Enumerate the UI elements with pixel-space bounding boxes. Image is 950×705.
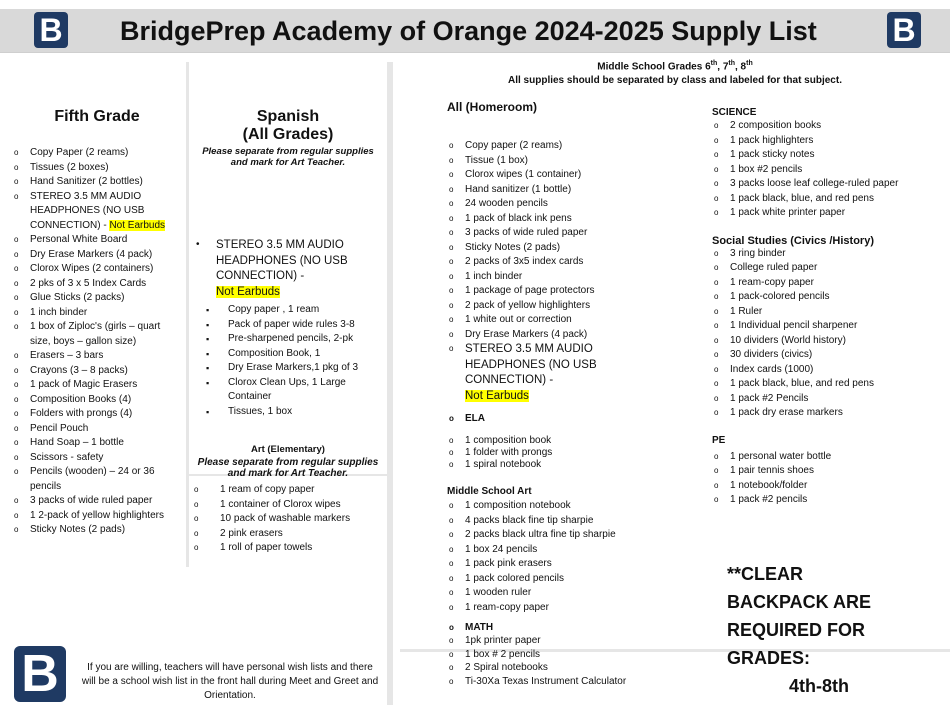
list-item: o 1 pack #2 Pencils: [712, 392, 912, 407]
list-item: o Copy Paper (2 reams): [12, 146, 182, 161]
column-divider: [186, 62, 189, 567]
list-item: o 3 packs of wide ruled paper: [447, 226, 702, 241]
list-item: o 1 ream-copy paper: [447, 601, 702, 616]
list-item: ▪ Composition Book, 1: [202, 347, 384, 362]
list-item: o 1 package of page protectors: [447, 284, 702, 299]
list-item: o 1 box 24 pencils: [447, 543, 702, 558]
list-item: o 3 packs loose leaf college-ruled paper: [712, 177, 912, 192]
list-item: o 4 packs black fine tip sharpie: [447, 514, 702, 529]
list-item: o 2 packs of 3x5 index cards: [447, 255, 702, 270]
list-item: o 1 pack #2 pencils: [712, 493, 912, 508]
science-list: [712, 119, 912, 221]
list-item: o 1 ream of copy paper: [192, 483, 384, 498]
ms-art-list: [447, 499, 702, 615]
list-item: ▪ Dry Erase Markers,1 pkg of 3: [202, 361, 384, 376]
middle-school-heading: Middle School Grades 6th, 7th, 8th: [597, 60, 753, 73]
list-item: ▪ Pack of paper wide rules 3-8: [202, 318, 384, 333]
list-item: o Tissues (2 boxes): [12, 161, 182, 176]
list-item: o 1 pack highlighters: [712, 134, 912, 149]
list-item: o Copy paper (2 reams): [447, 139, 702, 154]
list-item: o Sticky Notes (2 pads): [12, 523, 182, 538]
list-item: o 1 2-pack of yellow highlighters: [12, 509, 182, 524]
school-logo-icon: B: [887, 12, 921, 48]
list-item: o 10 dividers (World history): [712, 334, 912, 349]
list-item: o Erasers – 3 bars: [12, 349, 182, 364]
art-elementary-list: [192, 483, 384, 556]
list-item: o 1 personal water bottle: [712, 450, 912, 465]
list-item: o 1 container of Clorox wipes: [192, 498, 384, 513]
list-item: o 1 box #2 pencils: [712, 163, 912, 178]
art-elementary-title: Art (Elementary): [251, 444, 325, 455]
list-item: o 1 Individual pencil sharpener: [712, 319, 912, 334]
list-item: o STEREO 3.5 MM AUDIO HEADPHONES (NO USB CONNECTION) - Not Earbuds: [12, 190, 182, 234]
highlight-note: Not Earbuds: [465, 389, 529, 402]
list-item: o 2 pks of 3 x 5 Index Cards: [12, 277, 182, 292]
list-item: o 2 Spiral notebooks: [447, 661, 702, 675]
math-title: o MATH: [447, 621, 702, 634]
fifth-grade-title: Fifth Grade: [54, 108, 140, 125]
list-item: o 1 pack of black ink pens: [447, 212, 702, 227]
ms-art-section: [447, 486, 702, 688]
list-item: o 1 white out or correction: [447, 313, 702, 328]
list-item: o 1 spiral notebook: [447, 459, 702, 471]
list-item: ▪ Copy paper , 1 ream: [202, 303, 384, 318]
list-item: o 2 pink erasers: [192, 527, 384, 542]
fifth-grade-list: [12, 146, 182, 538]
list-item: o 1 pair tennis shoes: [712, 464, 912, 479]
list-item: o Pencils (wooden) – 24 or 36 pencils: [12, 465, 182, 494]
ela-title-row: [447, 412, 702, 427]
list-item: o 1 folder with prongs: [447, 447, 702, 459]
math-list: [447, 634, 702, 688]
list-item: o Folders with prongs (4): [12, 407, 182, 422]
list-item: o 1 ream-copy paper: [712, 276, 912, 291]
list-item: o 1 wooden ruler: [447, 586, 702, 601]
list-item: o Hand sanitizer (1 bottle): [447, 183, 702, 198]
ela-list: [447, 435, 702, 471]
homeroom-section: [447, 100, 702, 471]
highlight-note: Not Earbuds: [109, 219, 166, 231]
list-item: o 1 roll of paper towels: [192, 541, 384, 556]
spanish-list: [192, 303, 384, 419]
pe-title: PE: [712, 434, 726, 446]
fifth-grade-section: [12, 62, 182, 538]
school-logo-icon: B: [34, 12, 68, 48]
list-item: o 2 packs black ultra fine tip sharpie: [447, 528, 702, 543]
clear-backpack-notice: **CLEAR BACKPACK ARE REQUIRED FOR GRADES: 4th-8th: [727, 564, 871, 696]
list-item: o Clorox Wipes (2 containers): [12, 262, 182, 277]
list-item: o 2 pack of yellow highlighters: [447, 299, 702, 314]
right-column: [712, 107, 912, 508]
list-item: o 1 Ruler: [712, 305, 912, 320]
list-item: ▪ Pre-sharpened pencils, 2-pk: [202, 332, 384, 347]
list-item: o 1 box # 2 pencils: [447, 648, 702, 662]
spanish-subtitle: (All Grades): [242, 126, 334, 143]
list-item: o 1 pack sticky notes: [712, 148, 912, 163]
list-item: • STEREO 3.5 MM AUDIO HEADPHONES (NO USB CONNECTION) - Not Earbuds: [192, 238, 384, 300]
spanish-section: [192, 62, 384, 419]
list-item: o 1 pack black, blue, and red pens: [712, 377, 912, 392]
list-item: o Dry Erase Markers (4 pack): [12, 248, 182, 263]
list-item: ▪ Tissues, 1 box: [202, 405, 384, 420]
pe-list: [712, 450, 912, 508]
list-item: o Index cards (1000): [712, 363, 912, 378]
list-item: o Glue Sticks (2 packs): [12, 291, 182, 306]
list-item: o 1 pack pink erasers: [447, 557, 702, 572]
list-item: o Clorox wipes (1 container): [447, 168, 702, 183]
list-item: o 1 notebook/folder: [712, 479, 912, 494]
list-item: o 1 inch binder: [447, 270, 702, 285]
art-elementary-note: Please separate from regular supplies and mark for Art Teacher.: [197, 457, 379, 479]
social-studies-title: Social Studies (Civics /History): [712, 234, 874, 247]
list-item: o 2 composition books: [712, 119, 912, 134]
list-item: o Personal White Board: [12, 233, 182, 248]
list-item: o Composition Books (4): [12, 393, 182, 408]
social-studies-list: [712, 247, 912, 421]
list-item: ▪ Clorox Clean Ups, 1 Large Container: [202, 376, 384, 405]
math-title-row: [447, 621, 702, 634]
list-item: o Hand Soap – 1 bottle: [12, 436, 182, 451]
school-logo-icon: B: [14, 646, 66, 702]
ela-title: o ELA: [447, 412, 702, 427]
list-item: o 1 inch binder: [12, 306, 182, 321]
list-item: o 1 pack of Magic Erasers: [12, 378, 182, 393]
list-item: o 10 pack of washable markers: [192, 512, 384, 527]
list-item: o 1 pack black, blue, and red pens: [712, 192, 912, 207]
list-item: o Sticky Notes (2 pads): [447, 241, 702, 256]
list-item: o Tissue (1 box): [447, 154, 702, 169]
highlight-note: Not Earbuds: [216, 285, 280, 298]
ms-art-title: Middle School Art: [447, 486, 532, 497]
art-elementary-section: [192, 444, 384, 556]
middle-school-subheading: All supplies should be separated by class and labeled for that subject.: [508, 75, 842, 86]
list-item: o 1 composition book: [447, 435, 702, 447]
list-item: o 30 dividers (civics): [712, 348, 912, 363]
homeroom-title: All (Homeroom): [447, 100, 537, 114]
list-item: o 1 pack-colored pencils: [712, 290, 912, 305]
homeroom-list: [447, 139, 702, 404]
footer-wish-list-text: If you are willing, teachers will have personal wish lists and there will be a school wish list in the front hall during Meet and Greet and Orientation.: [81, 662, 379, 701]
list-item: o Crayons (3 – 8 packs): [12, 364, 182, 379]
page-title: BridgePrep Academy of Orange 2024-2025 Supply List: [120, 16, 817, 46]
spanish-note: Please separate from regular supplies and mark for Art Teacher.: [202, 146, 374, 168]
list-item: o College ruled paper: [712, 261, 912, 276]
spanish-title: Spanish: [256, 108, 320, 125]
list-item: o 3 ring binder: [712, 247, 912, 262]
column-divider: [387, 62, 393, 705]
list-item: o Pencil Pouch: [12, 422, 182, 437]
list-item: o STEREO 3.5 MM AUDIO HEADPHONES (NO USB CONNECTION) - Not Earbuds: [447, 342, 622, 404]
list-item: o 1 pack colored pencils: [447, 572, 702, 587]
list-item: o 1 composition notebook: [447, 499, 702, 514]
list-item: o Hand Sanitizer (2 bottles): [12, 175, 182, 190]
list-item: o 1 pack dry erase markers: [712, 406, 912, 421]
list-item: o Dry Erase Markers (4 pack): [447, 328, 702, 343]
list-item: o 3 packs of wide ruled paper: [12, 494, 182, 509]
list-item: o 1 box of Ziploc's (girls – quart size, boys – gallon size): [12, 320, 182, 349]
list-item: o Scissors - safety: [12, 451, 182, 466]
spanish-headphones: [192, 238, 384, 300]
list-item: o 1 pack white printer paper: [712, 206, 912, 221]
list-item: o 24 wooden pencils: [447, 197, 702, 212]
list-item: o 1pk printer paper: [447, 634, 702, 648]
science-title: SCIENCE: [712, 107, 757, 118]
list-item: o Ti-30Xa Texas Instrument Calculator: [447, 675, 702, 689]
